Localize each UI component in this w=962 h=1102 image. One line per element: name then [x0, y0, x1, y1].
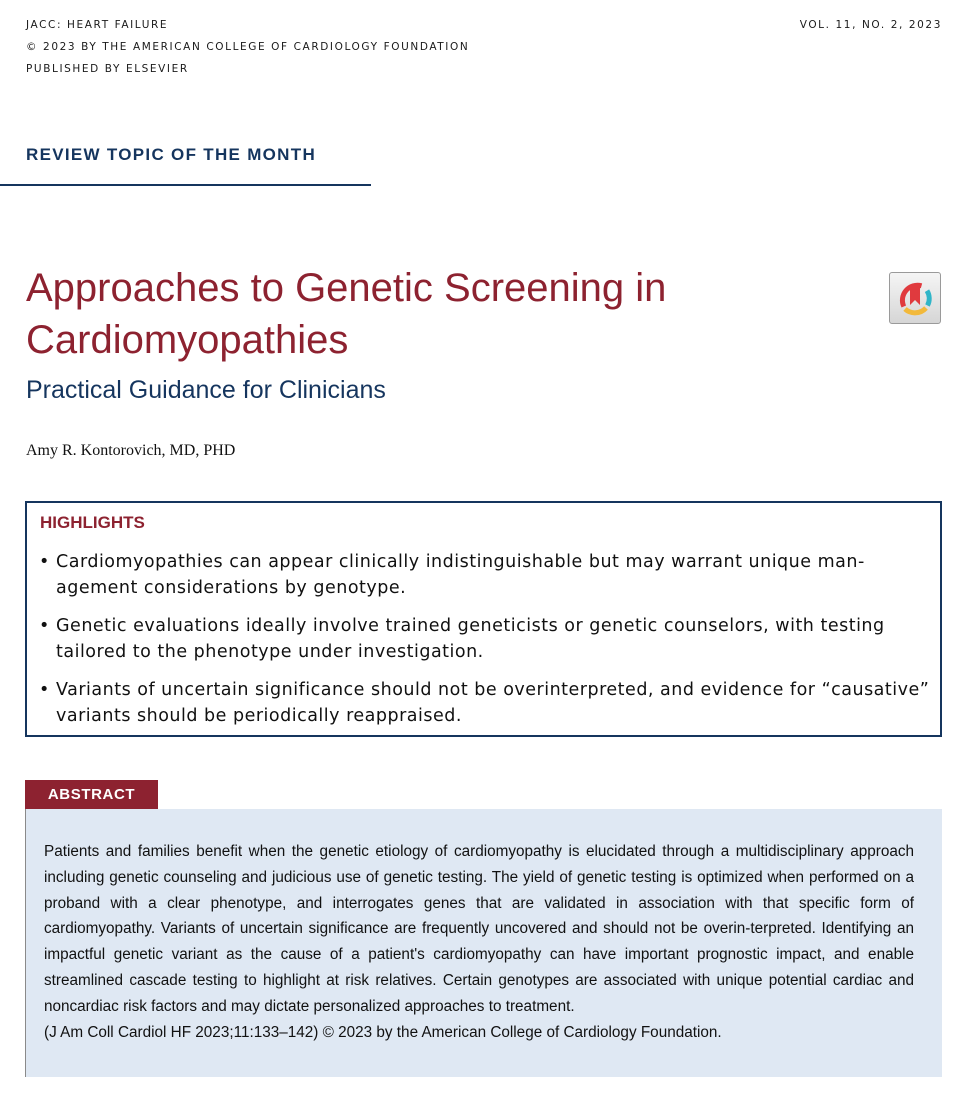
abstract-box	[25, 809, 942, 1077]
highlight-item	[39, 549, 934, 601]
abstract-label: ABSTRACT	[25, 780, 158, 809]
highlight-text: Genetic evaluations ideally involve trained geneticists or genetic counselors, with testing tailored to the phenotype under investigation.	[56, 616, 885, 662]
highlights-box	[25, 501, 942, 737]
section-label: REVIEW TOPIC OF THE MONTH	[26, 145, 317, 164]
highlight-text: Cardiomyopathies can appear clinically indistinguishable but may warrant unique man-agement considerations by genotype.	[56, 552, 865, 598]
abstract-text	[44, 839, 914, 1045]
highlight-item	[39, 613, 934, 665]
abstract-citation: (J Am Coll Cardiol HF 2023;11:133–142) © 2023 by the American College of Cardiology Foundation.	[44, 1023, 722, 1041]
bullet-icon: •	[39, 552, 50, 572]
publisher-line: PUBLISHED BY ELSEVIER	[26, 63, 189, 75]
highlight-item	[39, 677, 934, 729]
highlights-list	[39, 549, 934, 741]
section-divider	[0, 184, 371, 186]
crossmark-icon	[890, 273, 940, 323]
author-name: Amy R. Kontorovich, MD, PHD	[26, 442, 236, 459]
highlights-title: HIGHLIGHTS	[40, 513, 145, 532]
journal-name: JACC: HEART FAILURE	[26, 19, 169, 31]
author-byline	[26, 442, 235, 460]
article-subtitle: Practical Guidance for Clinicians	[26, 376, 386, 404]
article-title: Approaches to Genetic Screening in Cardiomyopathies	[26, 266, 667, 362]
bullet-icon: •	[39, 616, 50, 636]
volume-info: VOL. 11, NO. 2, 2023	[799, 19, 942, 31]
abstract-body: Patients and families benefit when the genetic etiology of cardiomyopathy is elucidated through a multidisciplinary approach including genetic counseling and judicious use of genetic testing. The yield of genetic testing is optimized when performed on a proband with a clear phenotype, and interrogates genes that are validated in association with that specific form of cardiomyopathy. Variants of uncertain significance are frequently uncovered and should not be overin-terpreted. Identifying an impactful genetic variant as the cause of a patient's cardiomyopathy can have important prognostic impact, and enable streamlined cascade testing to highlight at risk relatives. Certain genotypes are associated with unique potential cardiac and noncardiac risk factors and may dictate personalized approaches to treatment.	[44, 843, 914, 1015]
crossmark-button[interactable]	[889, 272, 941, 324]
journal-header	[26, 16, 469, 82]
highlight-text: Variants of uncertain significance should not be overinterpreted, and evidence for “causative” variants should be periodically reappraised.	[56, 680, 930, 726]
bullet-icon: •	[39, 680, 50, 700]
copyright-line: © 2023 BY THE AMERICAN COLLEGE OF CARDIOLOGY FOUNDATION	[26, 41, 470, 53]
